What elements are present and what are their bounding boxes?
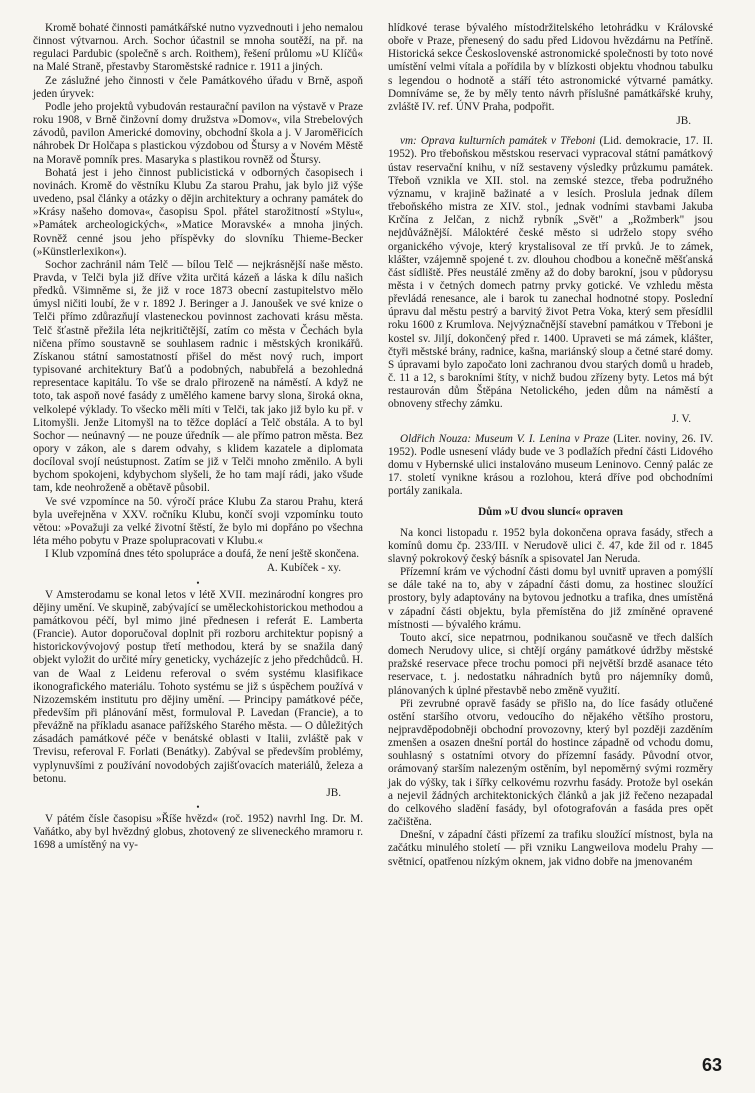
paragraph: Bohatá jest i jeho činnost publicistická v odborných časopisech i novinách. Kromě do věstníku Klubu Za starou Prahu, jak bylo již výše uvedeno, psal články a otázky o dějin architektury a ochrany památek do »Krásy našeho domova«, časopisu Spol. přátel starožitností »Stylu«, »Památek archeologických«, »Matice Moravské« a mnoha jiných. Rovněž cenné jsou jeho příspěvky do slovníku Thieme-Becker (»Künstlerlexikon«). [33, 166, 363, 258]
right-column [388, 22, 713, 869]
paragraph: Přízemní krám ve východní části domu byl uvnitř upraven a pomýšlí se dále také na to, aby v západní části domu, za hostinec sloužící prostory, byly adaptovány na bytovou jednotku a trafika, dnes umístěná v západní části objektu, byla přemístěna do již zmíněné opravené místnosti — bývalého krámu. [388, 566, 713, 631]
paragraph: V Amsterodamu se konal letos v létě XVII. mezinárodní kongres pro dějiny umění. Ve skupině, zabývající se uměleckohistorickou methodou a památkovou péčí, byl mimo jiné přednesen i referát E. Lamberta (Francie). Autor doporučoval doplnit při rozboru architektur popisný a historickovývojový postup třetí methodou, která by se snažila daný objekt vyložit do určité míry geneticky, vycházejíc z jeho předchůdců. H. van de Waal z Leidenu referoval o svém systému klasifikace ikonografického materiálu. Tohoto systému se již s úspěchem používá v Nizozemském institutu pro dějiny umění. — Principy památkové péče, především při plánování měst, formuloval P. Lavedan (Francie), a to převážně na příkladu asanace pařížského Starého města. — O důležitých zásadách památkové péče v benátské oblasti v Italii, zvláště pak v Trevisu, referoval F. Forlati (Benátky). Zabýval se především problémy, vyplynuvšími z používání novodobých zajišťovacích materiálů, železa a betonu. [33, 588, 363, 785]
paragraph: Kromě bohaté činnosti památkářské nutno vyzvednouti i jeho nemalou činnost výtvarnou. Arch. Sochor účastnil se mnoha soutěží, na př. na regulaci Pardubic (společně s arch. Roithem), řešení průlomu »U Klíčů« na Malé Straně, přestavby Staroměstské radnice r. 1911 a jiných. [33, 22, 363, 74]
paragraph [388, 135, 713, 411]
paragraph: Při zevrubné opravě fasády se přišlo na, do líce fasády otlučené ostění staršího otvoru, vedoucího do nějakého většího prostoru, nejpravděpodobněji obchodní provozovny, který byl později zazděním zmenšen a osazen dnešní portál do hostince západně od vchodu domu, souhlasný s ostatními otvory do přízemní fasády. Původní otvor, orámovaný starším nalezeným ostěním, byl nepoměrný svými rozměry jak do výšky, tak i šířky celkovému rozvrhu fasády. Protože byl osekán a nejevil žádných architektonických článků a jak již řečeno nezapadal do celkového sladění fasády, byl ofotografován a fasáda pres opět začištěna. [388, 697, 713, 829]
left-column [33, 22, 363, 853]
paragraph: V pátém čísle časopisu »Říše hvězd« (roč. 1952) navrhl Ing. Dr. M. Vaňátko, aby byl hvězdný globus, zhotovený ze sliveneckého mramoru r. 1698 a umístěný na vy- [33, 813, 363, 852]
paragraph: hlídkové terase bývalého místodržitelského letohrádku v Královské oboře v Praze, přenesený do sadu před Lidovou hvězdárnu na Petříně. Historická sekce Československé astronomické společnosti by toto nové umístění velmi vítala a pořídila by v blízkosti objektu vhodnou tabulku s legendou o hodnotě a stáří této astronomické výtvarné památky. Domníváme se, že by měly tento návrh příslušné památkářské kruhy, zvláště IV. ref. ÚNV Praha, podpořit. [388, 22, 713, 113]
paragraph [388, 433, 713, 499]
author-signature: JB. [326, 786, 341, 799]
citation-text: (Liter. noviny, 26. IV. 1952). Podle usnesení vlády bude ve 3 podlažích přední části Lidového domu v Hybernské ulici instalováno museum Leninovo. Cenný palác ze 17. století vyniknе krásou a rozlohou, která dříve pod obchodními portály zanikala. [388, 432, 713, 498]
paragraph: Touto akcí, sice nepatrnou, podnikanou současně ve třech dalších domech Nerudovy ulice, si chtějí orgány památkové údržby městské pražské reservace přece trochu pomoci při největší brzdě asanace této reservace, t. j. nedostatku náhradních bytů pro nájemníky domů, plánovaných k úplné přestavbě nebo změně využití. [388, 631, 713, 697]
section-separator: • [196, 802, 200, 813]
author-signature: A. Kubíček - xy. [266, 562, 341, 575]
paragraph: Sochor zachránil nám Telč — bílou Telč — nejkrásnější naše město. Pravda, v Telči byla již dříve vžita určitá kázeň a láska k dílu našich předků. Všimněme si, že již v roce 1873 obecní zastupitelstvo mělo úmysl ničiti loubí, že v r. 1892 J. Beringer a J. Janoušek ve své knize o Telči přímo zdůrazňují vlasteneckou povinnost zachovati krásu města. Telč šťastně přežila léta nejkritičtější, zatím co města v Čechách byla ničena přímo soustavně se souhlasem radnic i městských kronikářů. Získanou státní samostatností přišel do měst nový ruch, import typisované architektury Baťů a podobných, nabubřelá a bezohledná representace kapitálu. To vše se dralo přirozeně na náměstí. A když ne toto, tak aspoň nové fasády z umělého kamene barvy slona, široká okna, velkolepé výklady. To všecko měli míti v Telči, tak jako již bylo ku př. v Litomyšli. Jenže Litomyšl na to těžce doplácí a Telč obstála. A to byl Sochor — neúnavný — ne pouze úředník — ale přímo patron města. Bez opory v zákon, ale s darem odvahy, s klidem kazatele a diplomata docíloval svojí neústupnost. Zatím se již v Telči mnoho změnilo. A byli bychom spokojeni, kdybychom slyšeli, že ho tam mají rádi, jako všude tam, kde neohroženě a obětavě působil. [33, 258, 363, 495]
paragraph: I Klub vzpomíná dnes této spolupráce a doufá, že není ještě skončena. [45, 548, 360, 561]
paragraph: Na konci listopadu r. 1952 byla dokončena oprava fasády, střech a komínů domu čp. 233/III. v Nerudově ulici č. 47, kde žil od r. 1845 slavný pokrokový český básník a spisovatel Jan Neruda. [388, 526, 713, 565]
author-signature: J. V. [671, 412, 691, 425]
citation-text: (Lid. demokracie, 17. II. 1952). Pro třeboňskou městskou reservaci vypracoval státní památkový ústav reservační knihu, v níž sestaveny výsledky průzkumu památek. Třeboň vznikla ve XII. stol. na zemské stezce, třeba podružného významu, v krajině bažinaté a v lesích. Proslula jednak dílem třeboňského mistra ze XIV. stol., jednak vodními stavbami Jakuba Krčína z Jelčan, z nichž rybník „Svět" a „Rožmberk" jsou nejdůvážnější. Máloktéré české město si udrželo stopy svého organického vývoje, který krystalisoval ze tří prvků. Je to zámek, klášter, vzájemně spojené t. zv. dlouhou chodbou a konečně měšťanská část sídliště. Přes neustálé změny až do doby barokní, jsou v půdorysu města i v četných domech patrny prvky gotické. Ve vzhledu města převládá renesance, ale i barok tu zanechal hodnotné stopy. Poslední úpravu dal městu pestrý a barvitý život Petra Voka, který sem přesídlil roku 1600 z Krumlova. Nejvýznačnější stavební památkou v Třeboni je kostel sv. Jiljí, dokončený před r. 1400. Upraveti se má zámek, klášter, čtyři městské brány, radnice, kašna, mariánský sloup a četné staré domy. S úpravami bylo započato loni zachranou dvou starých domů u hradeb, č. 11 a 12, s barokními štíty, v nichž budou zřízeny byty. Letos má být restaurován dům Štěpána Netolického, jeden dům na náměstí a obnoveny střechy zámku. [388, 135, 713, 411]
paragraph: Dnešní, v západní části přízemí za trafiku sloužící místnost, byla na začátku minulého století — při vzniku Langweilova modelu Prahy — světnicí, opatřenou nízkým oknem, jak vidno dobře na jmenovaném [388, 829, 713, 868]
paragraph: Ve své vzpomínce na 50. výročí práce Klubu Za starou Prahu, která byla uveřejněna v XXV. ročníku Klubu, končí svoji vzpomínku touto větou: »Považuji za velké životní štěstí, že bylo mi dopřáno po všechna léta mého pobytu v Praze spolupracovati v Klubu.« [33, 495, 363, 548]
section-separator: • [196, 577, 200, 588]
citation-title: vm: Oprava kulturních památek v Třeboni [400, 135, 596, 148]
page-number: 63 [702, 1055, 723, 1075]
paragraph: Podle jeho projektů vybudován restaurační pavilon na výstavě v Praze roku 1908, v Brně činžovní domy družstva »Domov«, vila Strebelových závodů, pavilon Americké domoviny, obchodní škola a j. V Jaroměřicích náhrobek Dr Holčapa s plastickou výzdobou od Štursy a v Novém Městě na Moravě pomník pres. Masaryka s plastikou rovněž od Štursy. [33, 100, 363, 166]
article-heading: Dům »U dvou sluncí« opraven [478, 506, 623, 519]
author-signature: JB. [676, 115, 691, 128]
citation-title: Oldřich Nouza: Museum V. I. Lenina v Praze [400, 432, 610, 445]
paragraph: Ze záslužné jeho činnosti v čele Památkového úřadu v Brně, aspoň jeden úryvek: [33, 74, 363, 100]
